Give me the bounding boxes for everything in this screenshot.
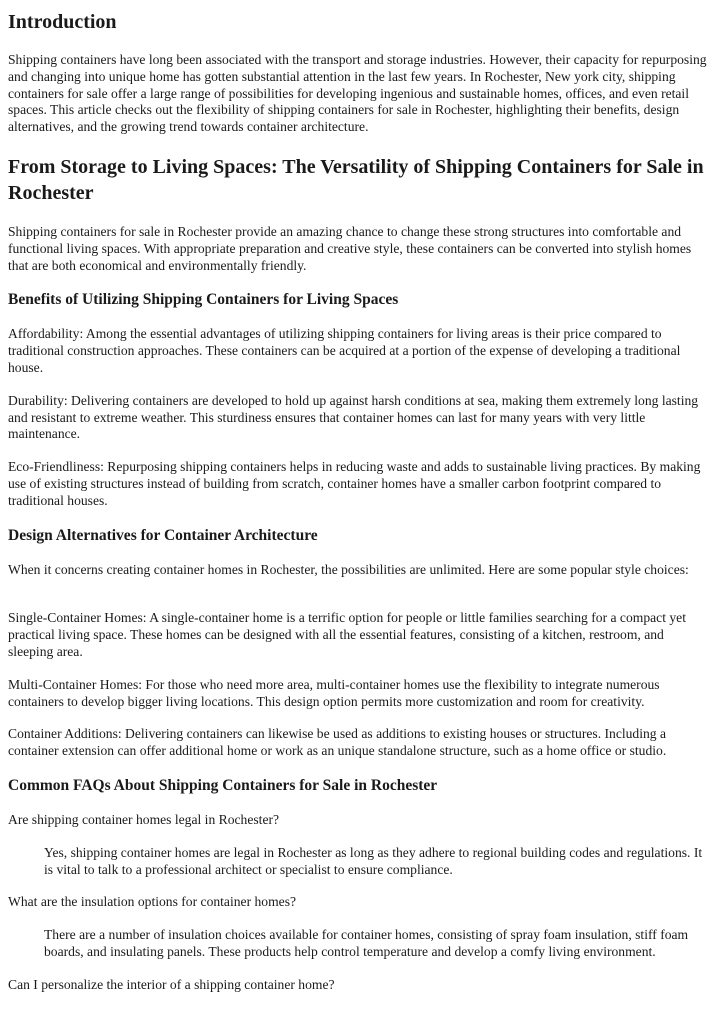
faq-question: Are shipping container homes legal in Rochester? — [8, 811, 280, 827]
design-intro: When it concerns creating container homes in Rochester, the possibilities are unlimited. Here are some popular style choices: — [8, 561, 689, 577]
benefit-durability: Durability: Delivering containers are developed to hold up against harsh conditions at sea, making them extremely long lasting and resistant to extreme weather. This sturdiness ensures that container homes can last for many years with very little maintenance. — [8, 392, 699, 442]
storage-section-paragraph: Shipping containers for sale in Rochester provide an amazing chance to change these strong structures into comfortable and functional living spaces. With appropriate preparation and creative style, these containers can be converted into stylish homes that are both economical and environmentally friendly. — [8, 223, 692, 273]
faq-answer: Yes, shipping container homes are legal in Rochester as long as they adhere to regional building codes and regulations. It is vital to talk to a professional architect or specialist to ensure compliance. — [44, 844, 703, 877]
benefits-heading: Benefits of Utilizing Shipping Containers for Living Spaces — [8, 291, 399, 309]
design-multi-container: Multi-Container Homes: For those who need more area, multi-container homes use the flexibility to integrate numerous containers to develop bigger living locations. This design option permits more customization and room for creativity. — [8, 676, 660, 709]
benefit-affordability: Affordability: Among the essential advantages of utilizing shipping containers for living areas is their price compared to traditional construction approaches. These containers can be acquired at a portion of the expense of developing a traditional house. — [8, 326, 681, 375]
faq-question: What are the insulation options for container homes? — [8, 894, 297, 910]
faq-answer: There are a number of insulation choices available for container homes, consisting of spray foam insulation, stiff foam boards, and insulating panels. These products help control temperature and develop a comfy living environment. — [44, 927, 689, 959]
faqs-heading: Common FAQs About Shipping Containers for Sale in Rochester — [8, 776, 438, 794]
faq-question: Can I personalize the interior of a shipping container home? — [8, 976, 335, 992]
benefit-eco-friendliness: Eco-Friendliness: Repurposing shipping containers helps in reducing waste and adds to sustainable living practices. By making use of existing structures instead of building from scratch, container homes have a smaller carbon footprint compared to traditional houses. — [8, 459, 701, 508]
intro-paragraph: Shipping containers have long been associated with the transport and storage industries. However, their capacity for repurposing and changing into unique home has gotten substantial attention in the last few years. In Rochester, New york city, shipping containers for sale offer a large range of possibilities for developing ingenious and sustainable homes, offices, and even retail spaces. This article checks out the flexibility of shipping containers for sale in Rochester, highlighting their benefits, design alternatives, and the growing trend towards container architecture. — [8, 52, 707, 135]
intro-heading: Introduction — [8, 11, 117, 33]
design-single-container: Single-Container Homes: A single-container home is a terrific option for people or little families searching for a compact yet practical living space. These homes can be designed with all the essential features, consisting of a kitchen, restroom, and sleeping area. — [8, 610, 686, 659]
storage-section-heading: From Storage to Living Spaces: The Versatility of Shipping Containers for Sale in Rochester — [8, 155, 704, 204]
design-container-additions: Container Additions: Delivering containers can likewise be used as additions to existing houses or structures. Including a container extension can offer additional home or work as an unique standalone structure, such as a home office or studio. — [8, 726, 667, 759]
design-heading: Design Alternatives for Container Architecture — [8, 526, 318, 544]
